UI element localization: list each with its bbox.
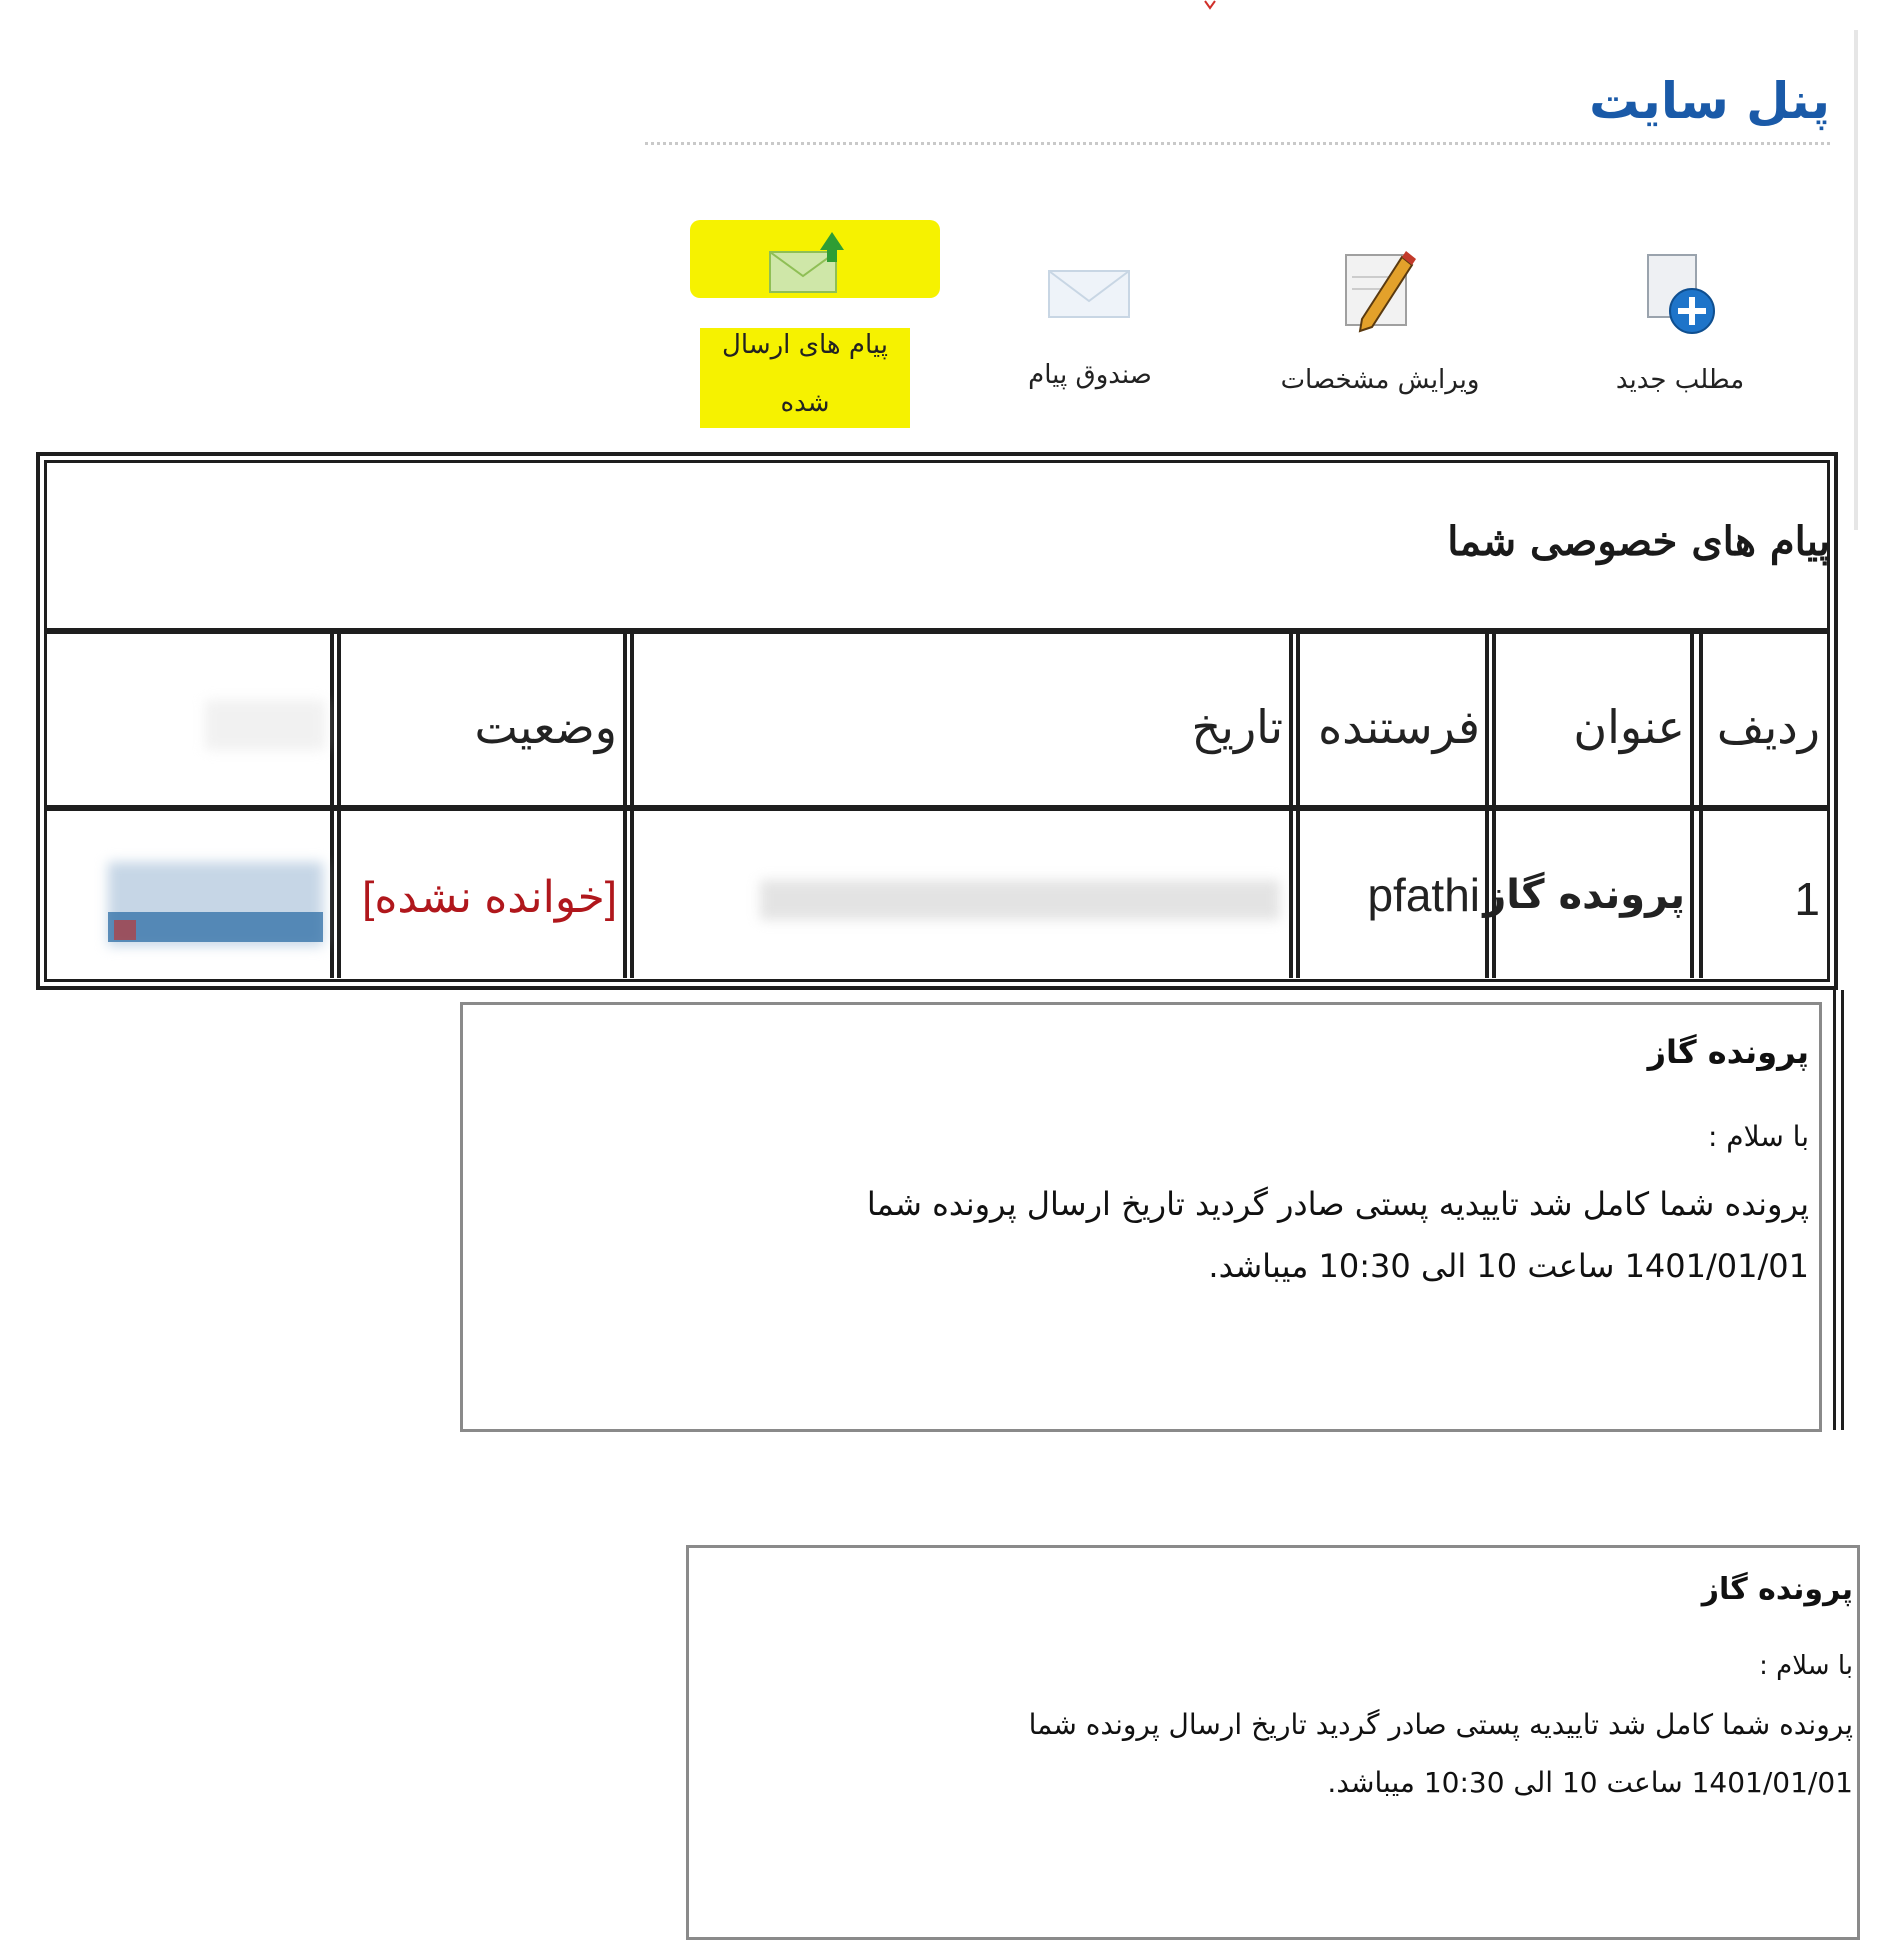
message-detail-box-duplicate xyxy=(686,1545,1860,1940)
row-index: 1 xyxy=(1794,873,1820,925)
toolbar-edit-profile[interactable] xyxy=(1255,245,1505,405)
toolbar-inbox-label: صندوق پیام xyxy=(1028,360,1152,390)
sent-messages-icon xyxy=(760,228,860,298)
message-body-line1: پرونده شما کامل شد تاییدیه پستی صادر گردید تاریخ ارسال پرونده شما xyxy=(1028,1708,1853,1741)
toolbar-sent-label-line1: پیام های ارسال xyxy=(722,330,888,360)
top-marker xyxy=(1203,0,1217,10)
message-body-line1: پرونده شما کامل شد تاییدیه پستی صادر گردید تاریخ ارسال پرونده شما xyxy=(866,1185,1809,1223)
page-scroll-rule xyxy=(1854,30,1858,530)
table-row-separator xyxy=(44,805,1830,811)
box1-side-rule xyxy=(1833,990,1836,1430)
col-sep xyxy=(1296,634,1300,978)
toolbar-new-post-label: مطلب جدید xyxy=(1615,365,1745,395)
new-post-icon xyxy=(1640,253,1720,343)
message-title: پرونده گاز xyxy=(1701,1572,1853,1607)
message-detail-box xyxy=(460,1002,1822,1432)
toolbar-new-post[interactable] xyxy=(1570,245,1790,405)
toolbar-sent-messages[interactable] xyxy=(690,220,940,430)
col-sep xyxy=(1699,634,1703,978)
message-greeting: با سلام : xyxy=(1707,1120,1809,1153)
toolbar-sent-label-line2: شده xyxy=(780,388,830,418)
col-header-status: وضعیت xyxy=(474,701,617,753)
panel-title: پنل سایت xyxy=(1589,72,1830,130)
row-status-unread: [خوانده نشده] xyxy=(362,873,617,922)
toolbar-edit-profile-label: ویرایش مشخصات xyxy=(1280,365,1480,395)
table-head-top-line xyxy=(44,628,1830,634)
col-header-subject: عنوان xyxy=(1573,701,1685,753)
row-action-redacted[interactable] xyxy=(108,862,323,946)
inbox-icon xyxy=(1045,263,1135,323)
col-sep xyxy=(1289,634,1293,978)
message-body-line2: 1401/01/01 ساعت 10 الی 10:30 میباشد. xyxy=(1208,1247,1809,1285)
col-sep xyxy=(623,634,627,978)
col-sep xyxy=(330,634,334,978)
col-sep xyxy=(1492,634,1496,978)
col-header-actions xyxy=(205,700,325,750)
col-sep xyxy=(630,634,634,978)
row-subject[interactable]: پرونده گاز xyxy=(1483,872,1685,918)
row-sender: pfathi xyxy=(1367,869,1480,921)
edit-profile-icon xyxy=(1340,247,1420,337)
col-header-row: ردیف xyxy=(1716,701,1820,753)
message-greeting: با سلام : xyxy=(1759,1651,1853,1681)
row-date-redacted xyxy=(760,880,1280,920)
col-sep xyxy=(337,634,341,978)
col-header-sender: فرستنده xyxy=(1318,701,1480,753)
col-sep xyxy=(1485,634,1489,978)
message-body-line2: 1401/01/01 ساعت 10 الی 10:30 میباشد. xyxy=(1327,1766,1853,1799)
col-sep xyxy=(1690,634,1694,978)
toolbar-inbox[interactable] xyxy=(990,245,1190,405)
messages-heading: پیام های خصوصی شما xyxy=(1447,518,1830,565)
title-divider xyxy=(645,142,1830,145)
box1-side-rule xyxy=(1841,990,1844,1430)
col-header-date: تاریخ xyxy=(1191,701,1283,753)
message-title: پرونده گاز xyxy=(1647,1033,1809,1071)
